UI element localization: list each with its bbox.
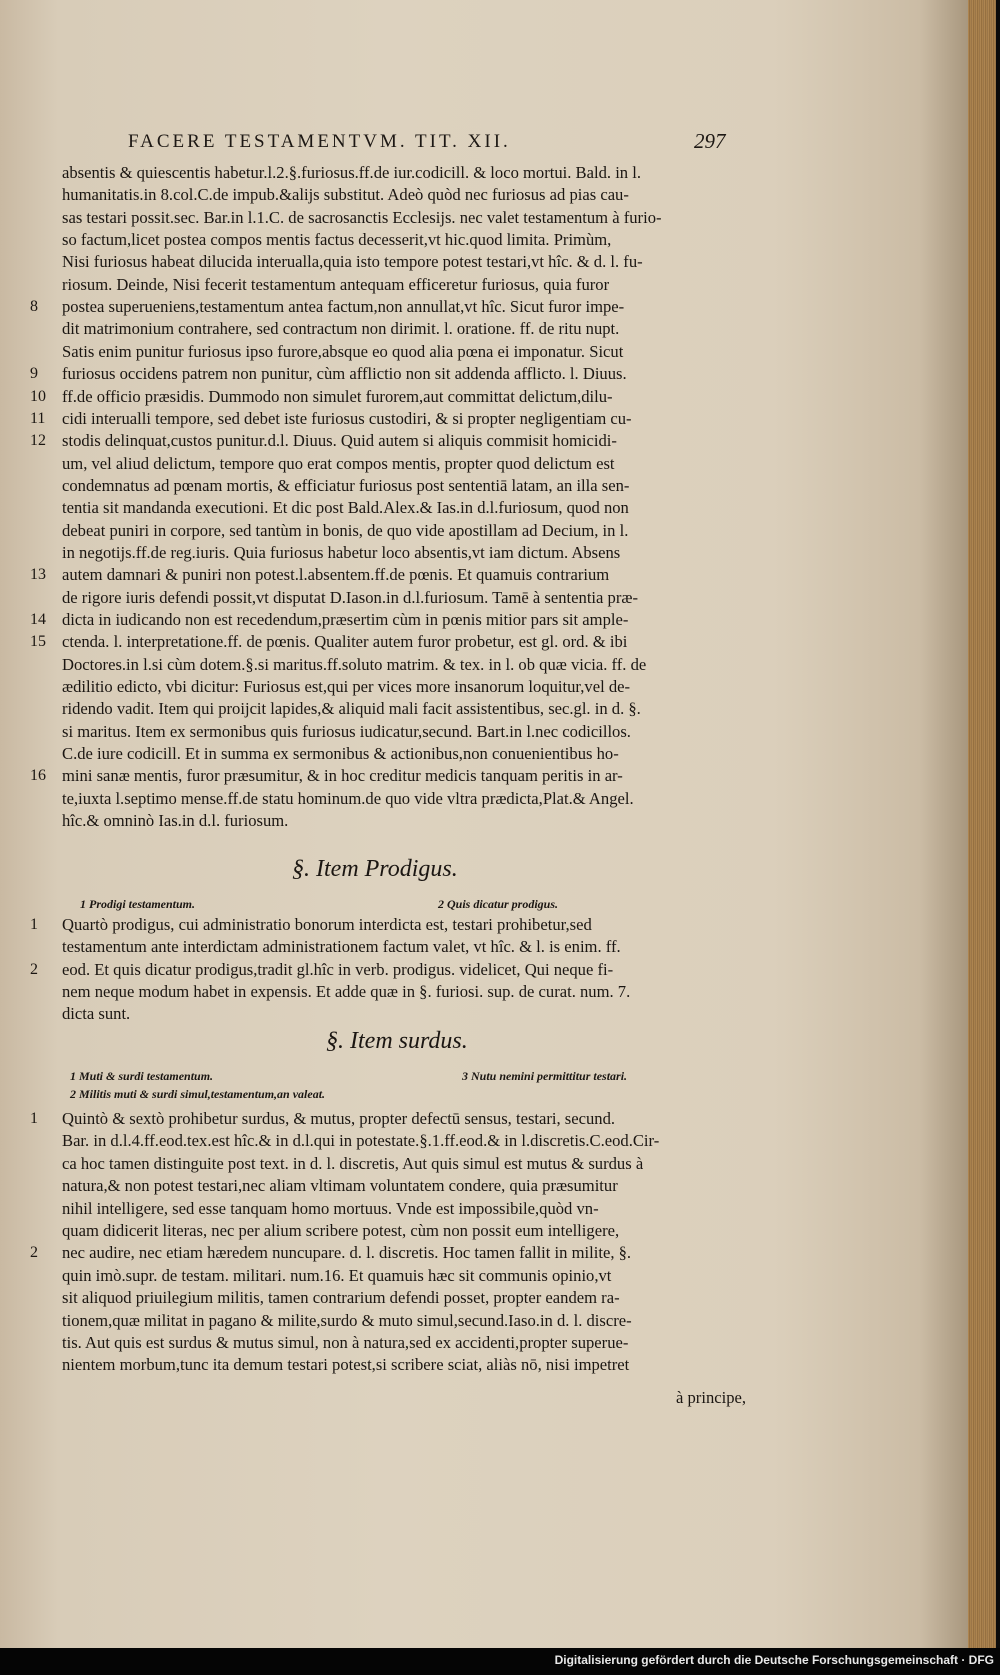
text-line: humanitatis.in 8.col.C.de impub.&alijs substitut. Adeò quòd nec furiosus ad pias cau- [62,185,629,205]
text-line: absentis & quiescentis habetur.l.2.§.furiosus.ff.de iur.codicill. & loco mortui. Bald. in l. [62,163,642,182]
text-line: so factum,licet postea compos mentis factus decesserit,vt hic.quod limita. Primùm, [62,230,612,250]
text-line: sas testari possit.sec. Bar.in l.1.C. de sacrosanctis Ecclesijs. nec valet testamentum à furio- [62,207,662,227]
text-line: um, vel aliud delictum, tempore quo erat compos mentis, propter quod delictum est [62,453,615,473]
margin-number: 12 [30,432,46,450]
section-heading-surdus: §. Item surdus. [326,1028,468,1054]
text-line: tionem,quæ militat in pagano & milite,surdo & muto simul,secund.Iaso.in d. l. discre- [62,1310,632,1330]
margin-number: 1 [30,916,38,933]
margin-number: 15 [30,633,46,651]
footer-bar [0,1648,1000,1675]
text-line: cidi interualli tempore, sed debet iste furiosus custodiri, & si propter negligentiam cu- [62,408,632,428]
text-line: Nisi furiosus habeat dilucida interualla,quia isto tempore potest testari,vt hîc. & d. l. fu- [62,252,643,272]
text-line: stodis delinquat,custos punitur.d.l. Diuus. Quid autem si aliquis commisit homicidi- [62,431,617,451]
text-line: riosum. Deinde, Nisi fecerit testamentum antequam efficeretur furiosus, quia furor [62,274,610,294]
summary-item: 2 Quis dicatur prodigus. [438,897,559,911]
text-line: in negotijs.ff.de reg.iuris. Quia furiosus habetur loco absentis,vt iam dictum. Absens [62,542,621,562]
margin-number: 8 [30,298,38,316]
text-line: quam didicerit literas, nec per alium scribere potest, cùm non possit eum intelligere, [62,1221,620,1240]
text-line: dicta sunt. [62,1004,131,1024]
text-line: nec audire, nec etiam hæredem nuncupare. d. l. discretis. Hoc tamen fallit in milite, §. [62,1243,632,1263]
text-line: C.de iure codicill. Et in summa ex sermonibus & actionibus,non conuenientibus ho- [62,744,619,764]
margin-number: 13 [30,566,46,584]
text-line: quin imò.supr. de testam. militari. num.16. Et quamuis hæc sit communis opinio,vt [62,1265,612,1285]
page-edge [968,0,996,1648]
text-line: ff.de officio præsidis. Dummodo non simulet furorem,aut committat delictum,dilu- [62,386,613,406]
text-line: dicta in iudicando non est recedendum,præsertim cùm in pœnis mitior pars sit ample- [62,610,629,629]
text-line: natura,& non potest testari,nec aliam vltimam voluntatem condere, quia præsumitur [62,1176,618,1196]
text-line: hîc.& omninò Ias.in d.l. furiosum. [62,811,289,831]
text-line: furiosus occidens patrem non punitur, cùm afflictio non sit addenda afflicto. l. Diuus. [62,364,627,384]
text-line: nem neque modum habet in expensis. Et adde quæ in §. furiosi. sup. de curat. num. 7. [62,981,631,1001]
page-number: 297 [694,129,726,153]
text-line: te,iuxta l.septimo mense.ff.de statu hominum.de quo vide vltra prædicta,Plat.& Angel. [62,788,634,808]
margin-number: 14 [30,611,46,628]
text-line: Quartò prodigus, cui administratio bonorum interdicta est, testari prohibetur,sed [62,915,592,934]
margin-number: 10 [30,387,46,405]
text-line: nientem morbum,tunc ita demum testari potest,si scribere sciat, aliàs nō, nisi impetret [62,1355,630,1375]
text-line: postea superueniens,testamentum antea factum,non annullat,vt hîc. Sicut furor impe- [62,297,625,317]
margin-number: 2 [30,1244,38,1262]
text-line: sit aliquod priuilegium militis, tamen contrarium defendi posset, propter eandem ra- [62,1288,620,1308]
footer-credit: Digitalisierung gefördert durch die Deutsche Forschungsgemeinschaft · DFG [554,1653,994,1667]
margin-number: 16 [30,767,46,785]
text-line: testamentum ante interdictam administrationem factum valet, vt hîc. & l. is enim. ff. [62,937,621,957]
margin-number: 11 [30,409,46,427]
text-line: Bar. in d.l.4.ff.eod.tex.est hîc.& in d.l.qui in potestate.§.1.ff.eod.& in l.discretis.C.eod.Cir- [62,1131,660,1151]
summary-item: 1 Prodigi testamentum. [80,897,196,911]
summary-item: 2 Militis muti & surdi simul,testamentum,an valeat. [70,1087,326,1101]
margin-number: 2 [30,960,38,978]
text-line: ca hoc tamen distinguite post text. in d. l. discretis, Aut quis simul est mutus & surdus à [62,1153,644,1173]
margin-number: 1 [30,1110,38,1127]
text-line: ctenda. l. interpretatione.ff. de pœnis. Qualiter autem furor probetur, est gl. ord. & ibi [62,632,628,652]
text-line: dit matrimonium contrahere, sed contractum non dirimit. l. oratione. ff. de ritu nupt. [62,319,620,339]
summary-item: 3 Nutu nemini permittitur testari. [462,1069,628,1083]
text-line: Quintò & sextò prohibetur surdus, & mutus, propter defectū sensus, testari, secund. [62,1109,616,1128]
text-line: mini sanæ mentis, furor præsumitur, & in hoc creditur medicis tanquam peritis in ar- [62,766,623,786]
catchword: à principe, [676,1388,747,1407]
text-line: ædilitio edicto, vbi dicitur: Furiosus est,qui per vices more insanorum loquitur,vel de- [62,677,631,697]
text-line: ridendo vadit. Item qui proijcit lapides,& aliquid mali facit assistentibus, sec.gl. in d. §. [62,699,641,719]
summary-item: 1 Muti & surdi testamentum. [70,1069,214,1083]
running-header: FACERE TESTAMENTVM. TIT. XII. [128,131,511,152]
text-line: debeat puniri in corpore, sed tantùm in bonis, de quo vide apostillam ad Decium, in l. [62,520,629,540]
text-line: si maritus. Item ex sermonibus quis furiosus iudicatur,secund. Bart.in l.nec codicillos. [62,721,631,741]
text-line: condemnatus ad pœnam mortis, & efficiatur furiosus post sententiā latam, an illa sen- [62,475,630,495]
text-line: eod. Et quis dicatur prodigus,tradit gl.hîc in verb. prodigus. videlicet, Qui neque fi- [62,959,614,979]
text-line: tentia sit mandanda executioni. Et dic post Bald.Alex.& Ias.in d.l.furiosum, quod non [62,498,629,518]
section-heading-prodigus: §. Item Prodigus. [292,856,458,882]
text-line: Satis enim punitur furiosus ipso furore,absque eo quod alia pœna ei imponatur. Sicut [62,341,624,361]
margin-number: 9 [30,365,38,383]
text-line: autem damnari & puniri non potest.l.absentem.ff.de pœnis. Et quamuis contrarium [62,565,610,585]
text-line: Doctores.in l.si cùm dotem.§.si maritus.ff.soluto matrim. & tex. in l. ob quæ vicia. ff. de [62,654,647,674]
text-line: de rigore iuris defendi possit,vt disputat D.Iason.in d.l.furiosum. Tamē à sententia præ- [62,587,638,607]
text-line: nihil intelligere, sed esse tanquam homo mortuus. Vnde est impossibile,quòd vn- [62,1198,599,1218]
text-line: tis. Aut quis est surdus & mutus simul, non à natura,sed ex accidenti,propter superue- [62,1333,629,1352]
